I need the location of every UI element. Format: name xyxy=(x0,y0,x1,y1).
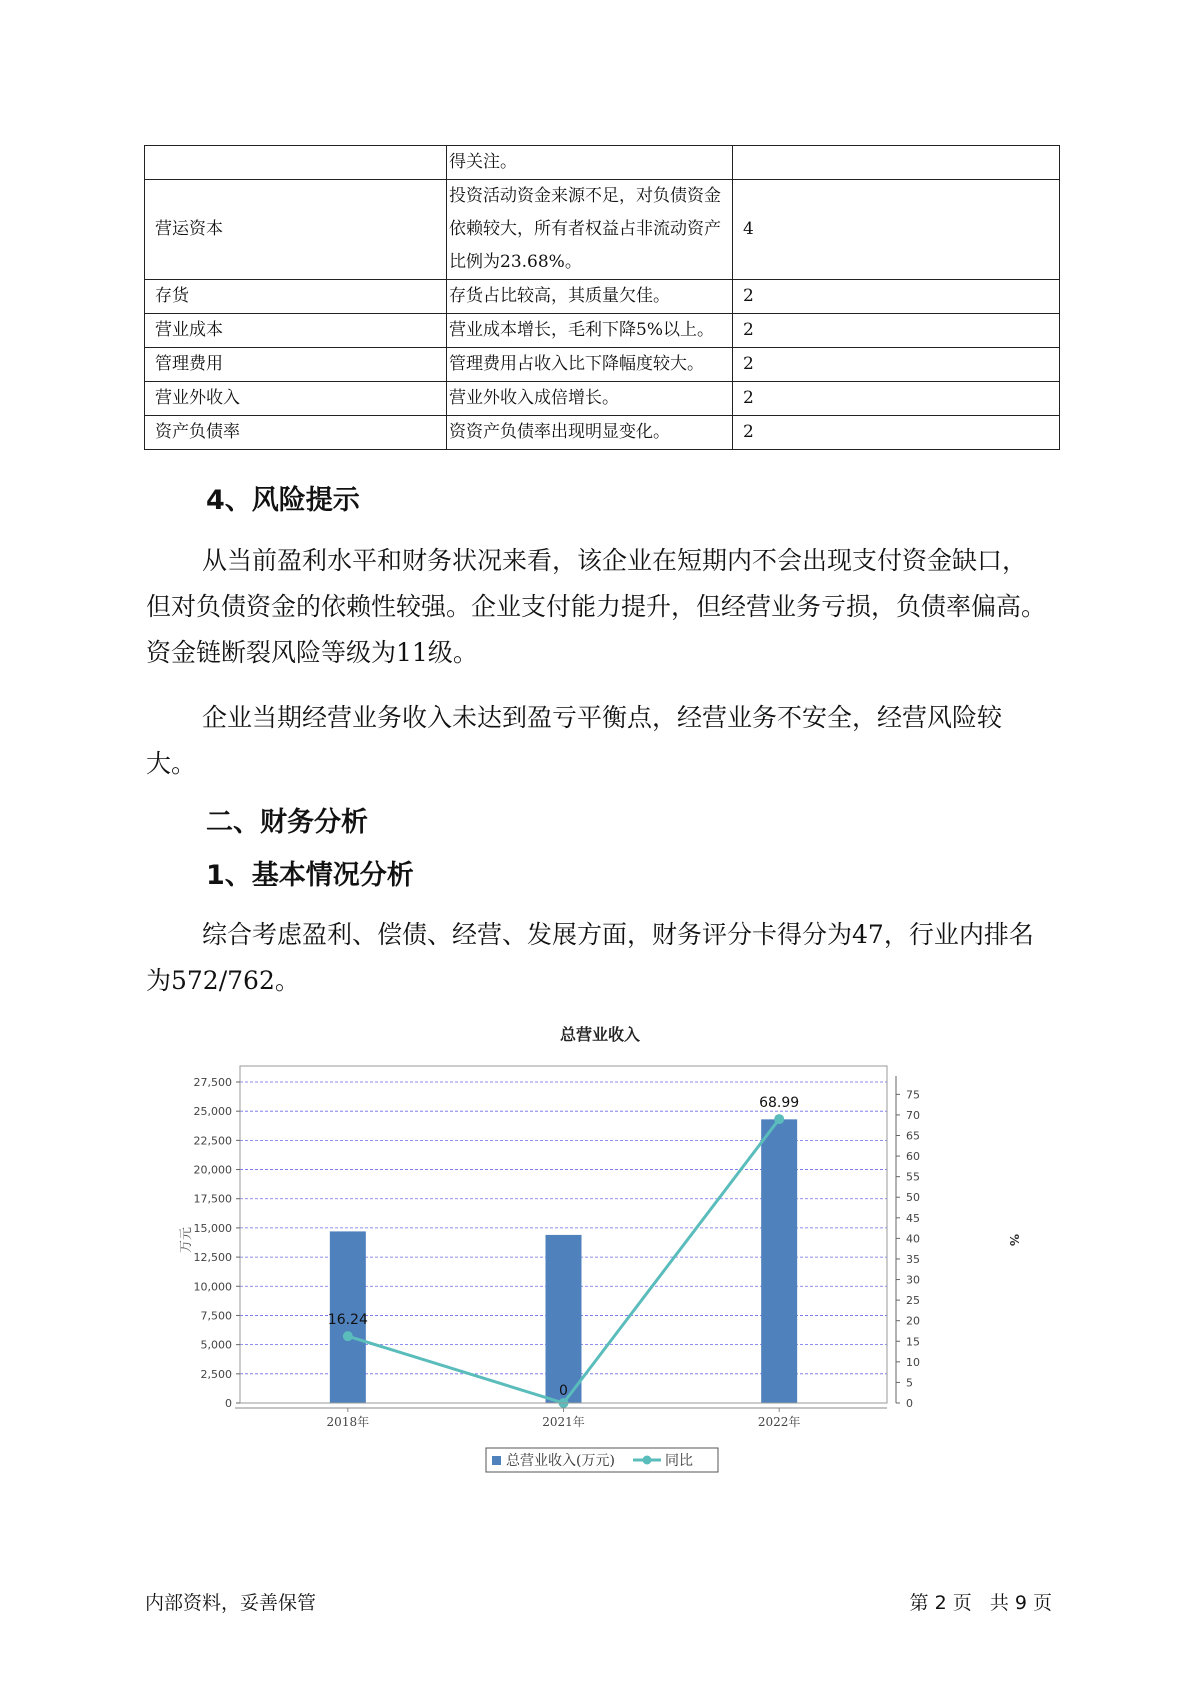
y-tick-label: 12,500 xyxy=(193,1251,232,1265)
chart-bars xyxy=(327,1119,797,1403)
table-cell-item: 存货 xyxy=(145,280,447,314)
y-tick-label: 15,000 xyxy=(193,1221,232,1235)
paragraph-risk-1: 从当前盈利水平和财务状况来看，该企业在短期内不会出现支付资金缺口，但对负债资金的依赖性较强。企业支付能力提升，但经营业务亏损，负债率偏高。资金链断裂风险等级为11级。 xyxy=(146,546,1047,667)
y-tick-label: 0 xyxy=(225,1397,232,1410)
y-tick-label-right: 70 xyxy=(906,1108,920,1122)
table-cell-score: 4 xyxy=(733,180,1060,280)
paragraph-risk-2: 企业当期经营业务收入未达到盈亏平衡点，经营业务不安全，经营风险较大。 xyxy=(146,703,1003,778)
line-point xyxy=(774,1114,784,1124)
y-tick-label-right: 10 xyxy=(906,1355,920,1369)
y-axis-label-right: % xyxy=(1007,1233,1021,1247)
y-tick-label-right: 35 xyxy=(906,1252,920,1266)
y-tick-label: 2,500 xyxy=(200,1367,232,1381)
y-tick-label: 10,000 xyxy=(193,1280,232,1294)
table-cell-item: 营运资本 xyxy=(145,180,447,280)
y-tick-label: 20,000 xyxy=(193,1163,232,1177)
y-tick-label: 22,500 xyxy=(193,1134,232,1148)
legend-line-label: 同比 xyxy=(665,1453,693,1469)
table-cell-score: 2 xyxy=(733,416,1060,450)
table-cell-desc: 资资产负债率出现明显变化。 xyxy=(447,416,733,450)
y-tick-label: 5,000 xyxy=(200,1338,232,1352)
x-tick-label: 2018年 xyxy=(326,1415,370,1429)
y-tick-label-right: 45 xyxy=(906,1211,920,1225)
table-cell-desc: 营业成本增长，毛利下降5%以上。 xyxy=(447,314,733,348)
footer-page-number: 第 2 页 共 9 页 xyxy=(909,1592,1052,1614)
y-tick-label: 17,500 xyxy=(193,1192,232,1206)
section-heading-finance: 二、财务分析 xyxy=(206,807,368,838)
y-tick-label: 25,000 xyxy=(193,1105,232,1119)
x-tick-label: 2022年 xyxy=(757,1415,801,1429)
table-row xyxy=(145,314,1060,348)
table-cell-item: 资产负债率 xyxy=(145,416,447,450)
table-cell-item: 营业外收入 xyxy=(145,382,447,416)
footer-left: 内部资料，妥善保管 xyxy=(145,1592,317,1614)
legend-bar-swatch xyxy=(492,1456,501,1465)
chart-title: 总营业收入 xyxy=(559,1025,641,1044)
table-row xyxy=(145,416,1060,450)
section-heading-risk: 4、风险提示 xyxy=(206,485,360,516)
table-row xyxy=(145,180,1060,280)
line-point xyxy=(343,1331,353,1341)
legend-line-marker xyxy=(643,1456,652,1465)
table-cell-desc: 营业外收入成倍增长。 xyxy=(447,382,733,416)
table-cell-score: 2 xyxy=(733,382,1060,416)
y-tick-label-right: 65 xyxy=(906,1129,920,1143)
table-cell-score xyxy=(733,146,1060,180)
revenue-chart xyxy=(160,1020,1040,1490)
table-cell-item: 营业成本 xyxy=(145,314,447,348)
y-tick-label-right: 0 xyxy=(906,1397,913,1410)
table-row xyxy=(145,280,1060,314)
legend-bar-label: 总营业收入(万元) xyxy=(506,1453,615,1469)
y-tick-label-right: 75 xyxy=(906,1088,920,1102)
bar xyxy=(761,1119,797,1403)
y-axis-label-left: 万元 xyxy=(179,1226,194,1254)
data-label: 68.99 xyxy=(759,1095,800,1112)
y-tick-label-right: 40 xyxy=(906,1232,920,1246)
table-cell-desc: 存货占比较高，其质量欠佳。 xyxy=(447,280,733,314)
y-tick-label-right: 55 xyxy=(906,1170,920,1184)
table-cell-score: 2 xyxy=(733,280,1060,314)
data-label: 0 xyxy=(559,1383,568,1399)
x-tick-label: 2021年 xyxy=(542,1415,585,1429)
y-tick-label-right: 60 xyxy=(906,1150,920,1164)
y-tick-label-right: 20 xyxy=(906,1314,920,1328)
risk-table xyxy=(144,145,1060,450)
table-cell-item: 管理费用 xyxy=(145,348,447,382)
y-tick-label-right: 25 xyxy=(906,1294,920,1308)
table-cell-item xyxy=(145,146,447,180)
table-row xyxy=(145,382,1060,416)
y-tick-label: 27,500 xyxy=(193,1076,232,1089)
table-cell-desc: 得关注。 xyxy=(447,146,733,180)
y-tick-label-right: 15 xyxy=(906,1335,920,1349)
y-tick-label-right: 50 xyxy=(906,1191,920,1205)
chart-legend xyxy=(486,1448,718,1472)
subsection-heading-basic: 1、基本情况分析 xyxy=(206,860,414,891)
table-row xyxy=(145,348,1060,382)
table-cell-score: 2 xyxy=(733,314,1060,348)
table-cell-desc: 管理费用占收入比下降幅度较大。 xyxy=(447,348,733,382)
bar xyxy=(546,1235,582,1403)
paragraph-finance-1: 综合考虑盈利、偿债、经营、发展方面，财务评分卡得分为47，行业内排名为572/762。 xyxy=(146,920,1034,995)
data-label: 16.24 xyxy=(327,1312,368,1329)
table-cell-desc: 投资活动资金来源不足，对负债资金依赖较大，所有者权益占非流动资产比例为23.68%。 xyxy=(447,180,733,280)
table-cell-score: 2 xyxy=(733,348,1060,382)
y-tick-label-right: 30 xyxy=(906,1273,920,1287)
table-row xyxy=(145,146,1060,180)
y-tick-label-right: 5 xyxy=(906,1376,913,1390)
y-tick-label: 7,500 xyxy=(200,1309,232,1323)
